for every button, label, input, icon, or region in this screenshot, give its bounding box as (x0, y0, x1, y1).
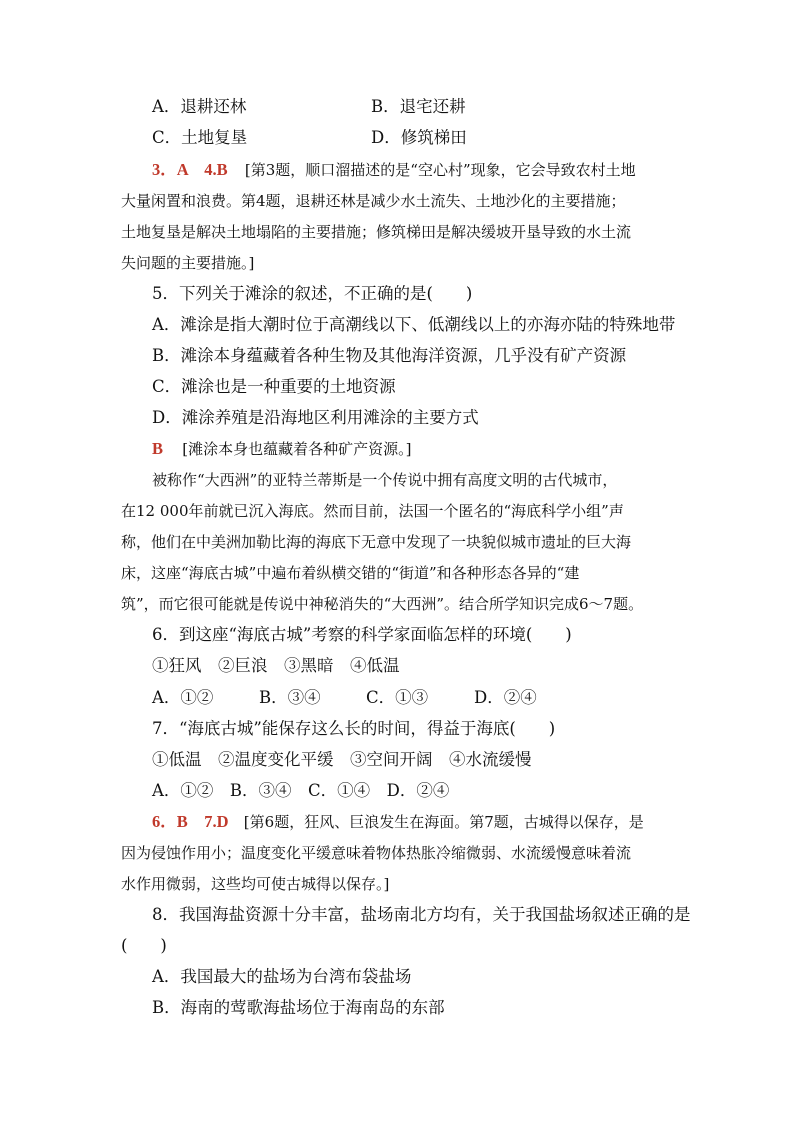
question-7-options: A．①② B．③④ C．①④ D．②④ (152, 781, 450, 800)
option-b: B．海南的莺歌海盐场位于海南岛的东部 (152, 998, 445, 1017)
explanation-line: 失问题的主要措施。] (121, 254, 255, 272)
option-a: A．我国最大的盐场为台湾布袋盐场 (152, 967, 412, 986)
answer-3-4-line-1 (152, 159, 636, 181)
explanation-line: 大量闲置和浪费。第4题，退耕还林是减少水土流失、土地沙化的主要措施； (121, 192, 626, 210)
passage-line: 床，这座“海底古城”中遍布着纵横交错的“街道”和各种形态各异的“建 (121, 564, 580, 582)
question-5-stem: 5．下列关于滩涂的叙述，不正确的是( ) (152, 284, 473, 303)
option-b: B．滩涂本身蕴藏着各种生物及其他海洋资源，几乎没有矿产资源 (152, 346, 627, 365)
option-c: C．①③ (366, 688, 429, 707)
question-6-items: ①狂风 ②巨浪 ③黑暗 ④低温 (152, 656, 400, 675)
explanation-text: [滩涂本身也蕴藏着各种矿产资源。] (182, 440, 412, 458)
option-b: B．退宅还耕 (371, 97, 466, 116)
passage-line: 筑”，而它很可能就是传说中神秘消失的“大西洲”。结合所学知识完成6～7题。 (121, 595, 644, 613)
option-b: B．③④ (259, 688, 321, 707)
answer-label: 3．A 4.B (152, 160, 228, 179)
question-8-stem: 8．我国海盐资源十分丰富，盐场南北方均有，关于我国盐场叙述正确的是 (152, 905, 691, 924)
question-7-stem: 7．“海底古城”能保存这么长的时间，得益于海底( ) (152, 719, 556, 738)
passage-line: 称，他们在中美洲加勒比海的海底下无意中发现了一块貌似城市遗址的巨大海 (121, 533, 632, 551)
answer-5 (152, 438, 411, 460)
passage-line: 在12 000年前就已沉入海底。然而目前，法国一个匿名的“海底科学小组”声 (121, 502, 624, 520)
question-8-paren: ( ) (121, 936, 167, 955)
answer-label: 6．B 7.D (152, 812, 229, 831)
option-d: D．②④ (474, 688, 537, 707)
option-d: D．修筑梯田 (371, 128, 467, 147)
passage-line: 被称作“大西洲”的亚特兰蒂斯是一个传说中拥有高度文明的古代城市， (152, 471, 618, 489)
explanation-text: [第6题，狂风、巨浪发生在海面。第7题，古城得以保存，是 (243, 813, 644, 831)
option-d: D．滩涂养殖是沿海地区利用滩涂的主要方式 (152, 408, 479, 427)
explanation-line: 水作用微弱，这些均可使古城得以保存。] (121, 875, 390, 893)
option-c: C．土地复垦 (152, 128, 248, 147)
answer-6-7-line-1 (152, 811, 644, 833)
explanation-line: 因为侵蚀作用小；温度变化平缓意味着物体热胀冷缩微弱、水流缓慢意味着流 (121, 844, 632, 862)
explanation-text: [第3题，顺口溜描述的是“空心村”现象，它会导致农村土地 (244, 161, 636, 179)
question-7-items: ①低温 ②温度变化平缓 ③空间开阔 ④水流缓慢 (152, 750, 532, 769)
option-a: A．①② (152, 688, 214, 707)
explanation-line: 土地复垦是解决土地塌陷的主要措施；修筑梯田是解决缓坡开垦导致的水土流 (121, 223, 632, 241)
option-a: A．退耕还林 (152, 97, 247, 116)
question-6-stem: 6．到这座“海底古城”考察的科学家面临怎样的环境( ) (152, 625, 572, 644)
answer-label: B (152, 439, 164, 458)
option-a: A．滩涂是指大潮时位于高潮线以下、低潮线以上的亦海亦陆的特殊地带 (152, 315, 676, 334)
option-c: C．滩涂也是一种重要的土地资源 (152, 377, 396, 396)
